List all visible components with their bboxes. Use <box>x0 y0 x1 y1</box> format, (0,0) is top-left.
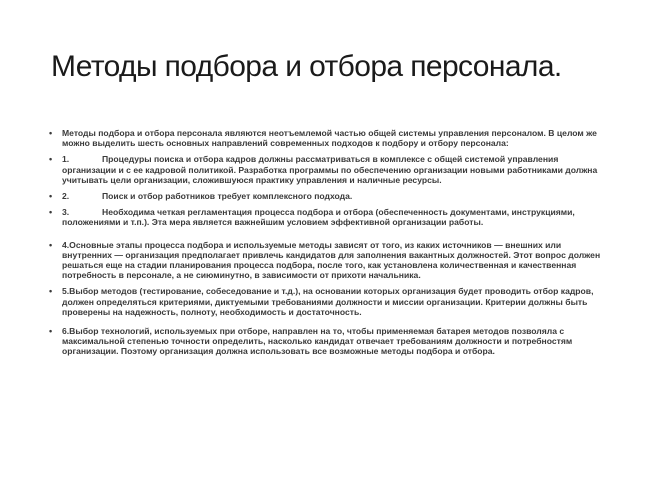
bullet-icon: • <box>49 191 53 202</box>
bullet-icon: • <box>49 326 53 337</box>
list-item <box>46 326 606 357</box>
list-item <box>46 154 606 185</box>
item-text: Процедуры поиска и отбора кадров должны рассматриваться в комплексе с общей системой управления организации и с ее кадровой политикой. Разработка программы по обеспечению организации новыми работниками должна учитывать цели организации, сложившуюся практику управления и наличные ресурсы. <box>62 154 598 185</box>
list-item <box>46 286 606 317</box>
item-text: 4.Основные этапы процесса подбора и используемые методы зависят от того, из каких источников — внешних или внутренних — организация предполагает привлечь кандидатов для заполнения вакантных должностей. Этот вопрос должен решаться еще на стадии планирования процесса подбора, после того, как установлена количественная и качественная потребность в персонале, а не сиюминутно, в зависимости от прихоти начальника. <box>62 239 601 281</box>
bullet-icon: • <box>49 128 53 138</box>
list-item <box>46 240 606 281</box>
item-number: 3. <box>62 207 70 218</box>
item-number: 2. <box>62 191 70 202</box>
bullet-icon: • <box>49 286 53 297</box>
item-text: 6.Выбор технологий, используемых при отборе, направлен на то, чтобы применяемая батарея методов позволяла с максимальной степенью точности определить, насколько кандидат отвечает требованиям должности и потребностям организации. Поэтому организация должна использовать все возможные методы подбора и отбора. <box>62 326 573 357</box>
item-text: Поиск и отбор работников требует комплексного подхода. <box>102 191 353 202</box>
item-number: 1. <box>62 154 70 165</box>
bullet-icon: • <box>49 154 53 165</box>
bullet-list <box>46 128 606 363</box>
item-text: Необходима четкая регламентация процесса подбора и отбора (обеспеченность документами, инструкциями, положениями и т.п.). Эта мера является важнейшим условием эффективной организации работы. <box>62 207 575 228</box>
item-text: 5.Выбор методов (тестирование, собеседование и т.д.), на основании которых организация будет проводить отбор кадров, должен определяться критериями, диктуемыми требованиями должности и миссии организации. Критерии должны быть проверены на надежность, полноту, необходимость и достаточность. <box>62 286 594 317</box>
list-item <box>46 128 606 148</box>
bullet-icon: • <box>49 239 53 250</box>
item-text: Методы подбора и отбора персонала являются неотъемлемой частью общей системы управления персоналом. В целом же можно выделить шесть основных направлений современных подходов к подбору и отбору персонала: <box>62 128 597 149</box>
bullet-icon: • <box>49 207 53 218</box>
slide-title: Методы подбора и отбора персонала. <box>51 50 562 83</box>
list-item <box>46 191 606 201</box>
list-item <box>46 207 606 227</box>
